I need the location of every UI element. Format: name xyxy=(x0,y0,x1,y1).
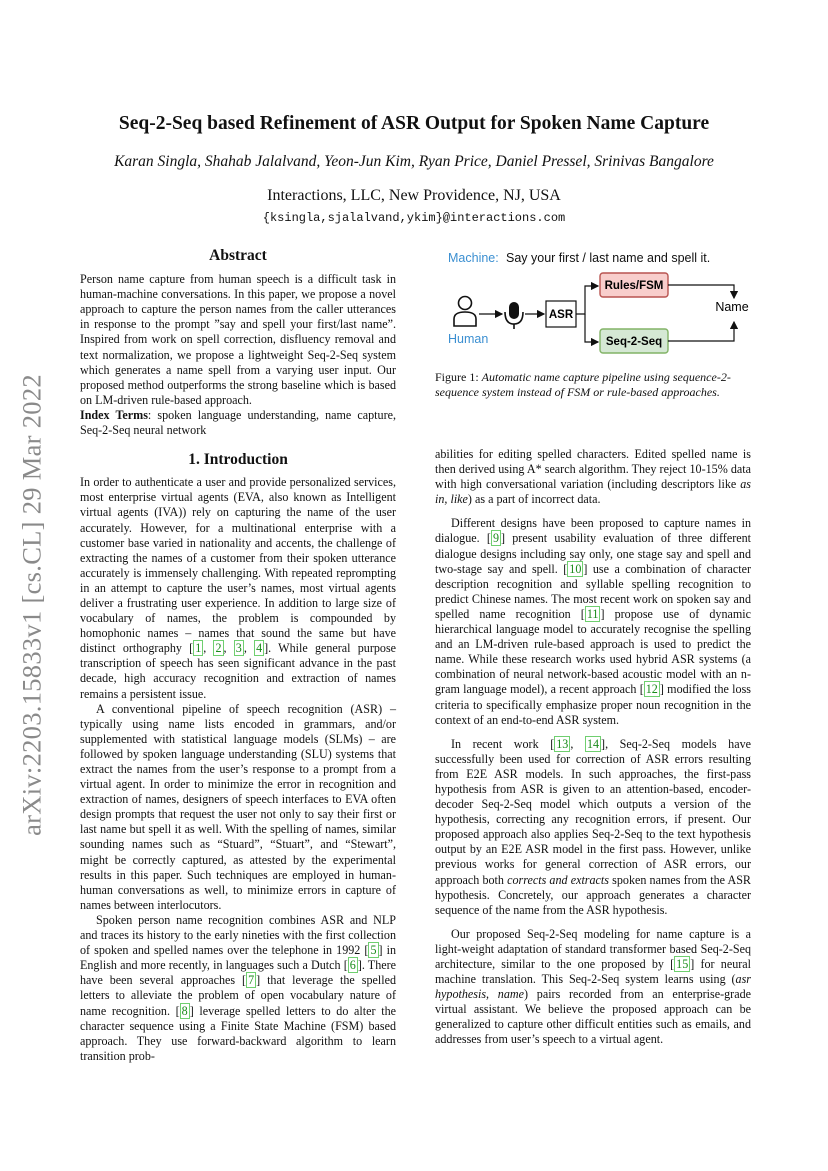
citation-link[interactable]: 4 xyxy=(256,641,263,656)
abstract-text: Person name capture from human speech is a difficult task in human-machine conversations. In this paper, we propose a novel approach to capture the person names from the caller utterances in response to the prompt ”say and spell your first/last name”. Inspired from work on spell correction, disfluency removal and text normalization, we propose a lightweight Seq-2-Seq system which generates a name spell from a varying user input. Our proposed method outperforms the strong baseline which is based on LM-driven rule-based approach. xyxy=(80,272,396,407)
intro-paragraph-3: Spoken person name recognition combines ASR and NLP and traces its history to the early nineties with the first collection of spoken and spelled names over the telephone in 1992 [ 5 ] in English and more recently, in languages such a Dutch [ 6 ]. There have been several approaches [ 7 ] that leverage the spelled letters to alleviate the problem of open vocabulary nature of name recognition. [ 8 ] leverage spelled letters to do alter the character sequence using a Finite State Machine (FSM) based approach. They use forward-backward algorithm to learn transition prob- xyxy=(80,912,397,1063)
intro-p3-text: leverage spelled letters to do alter the character sequence using a Finite State Machine (FSM) based approach. They use forward-backward algorithm to learn transition prob- xyxy=(80,1003,396,1063)
name-output-label: Name xyxy=(715,300,749,314)
citation-link[interactable]: 8 xyxy=(181,1003,188,1018)
email-address[interactable]: {ksingla,sjalalvand,ykim}@interactions.com xyxy=(262,211,566,225)
intro-p3-text: . There have been several approaches xyxy=(80,958,397,988)
intro-p3-text: that leverage the spelled letters to alleviate the problem of open vocabulary nature of name recognition. xyxy=(80,973,396,1018)
right-paragraph-3: In recent work [ 13 , 14 ], Seq-2-Seq models have successfully been used for correction of ASR errors resulting from E2E ASR models. In such approaches, the first-pass hypothesis from ASR is given to an attention-based, encoder-decoder Seq-2-Seq model which outputs a version of the hypothesis, correcting any recognition errors, if present. Our proposed approach also applies Seq-2-Seq to the text hypothesis output by an E2E ASR model in the first pass. However, unlike previous works for general correction of ASR errors, our approach both corrects and extracts spoken names from the ASR hypothesis. Concretely, our approach generates a character sequence of the name from the ASR hypothesis. xyxy=(435,736,751,917)
right-p2-text: use a combination of character description recognition and syllable spelling recognition to predict Chinese names. The most recent work on spoken say and spelled name recognition xyxy=(435,561,751,621)
right-p2-text: modified the loss criteria to specifically emphasize proper noun recognition in the context of an end-to-end ASR system. xyxy=(435,682,751,727)
right-paragraph-2: Different designs have been proposed to capture names in dialogue. [ 9 ] present usability evaluation of three different dialogue designs including say only, one stage say and spell and two-stage say and spell. [ 10 ] use a combination of character description recognition and syllable spelling recognition to predict Chinese names. The most recent work on spoken say and spelled name recognition [ 11 ] propose use of dynamic hierarchical language model to accurately recognise the spelling and an LM-driven rule-based approach is used to predict the name. While these research works used hybrid ASR systems (a combination of neural network-based acoustic model with an n-gram language model), a recent approach [ 12 ] modified the loss criteria to specifically emphasize proper noun recognition in the context of an end-to-end ASR system. xyxy=(435,516,751,727)
right-p1-text: abilities for editing spelled characters. Edited spelled name is then derived using A* search algorithm. They reject 10-15% data with high conversational variation (including descriptors like xyxy=(435,447,751,492)
intro-paragraph-1 xyxy=(80,475,396,701)
citation-link[interactable]: 12 xyxy=(645,682,658,697)
index-terms-text: : spoken language understanding, name capture, Seq-2-Seq neural network xyxy=(80,407,396,438)
abstract-heading: Abstract xyxy=(209,247,267,264)
right-p1-text: ) as a part of incorrect data. xyxy=(467,492,601,507)
right-p4-text: ) pairs recorded from an enterprise-grade virtual assistant. We believe the proposed approach can be generalized to capture other difficult entities such as emails, and addresses from user’s speech to a virtual agent. xyxy=(435,987,751,1047)
microphone-icon xyxy=(505,302,523,329)
right-p1-italic: as in, like xyxy=(435,477,751,507)
right-p4-text: for neural machine translation. This Seq-2-Seq system learns using ( xyxy=(435,957,751,987)
author-list: Karan Singla, Shahab Jalalvand, Yeon-Jun Kim, Ryan Price, Daniel Pressel, Srinivas Bangalore xyxy=(114,153,714,170)
intro-p1-end: . While general purpose transcription of speech has seen significant advance in the past decade, high accuracy recognition and extraction of names remains a persistent issue. xyxy=(80,641,397,701)
citation-group: [ 1 , 2 , 3 , 4 ] xyxy=(189,641,269,656)
pipeline-diagram xyxy=(432,248,758,358)
intro-p3-text: Spoken person name recognition combines ASR and NLP and traces its history to the early nineties with the first collection of spoken and spelled names over the telephone in 1992 xyxy=(80,912,396,958)
citation-link[interactable]: 3 xyxy=(235,641,242,656)
right-p4-italic: asr hypothesis, name xyxy=(435,972,751,1002)
citation-link[interactable]: 5 xyxy=(370,943,377,958)
intro-heading: 1. Introduction xyxy=(188,451,288,469)
left-column xyxy=(80,248,396,1064)
right-p2-text: propose use of dynamic hierarchical language model to accurately recognise the spelling and an LM-driven rule-based approach is used to predict the name. While these research works used hybrid ASR systems (a combination of neural network-based acoustic model with an n-gram language model), a recent approach xyxy=(435,606,751,697)
citation-link[interactable]: 7 xyxy=(248,973,255,988)
citation-link[interactable]: 15 xyxy=(676,957,689,971)
right-p3-text: , Seq-2-Seq models have successfully been used for correction of ASR errors resulting from E2E ASR models. In such approaches, the first-pass hypothesis from ASR is given to an attention-based, encoder-decoder Seq-2-Seq model which outputs a version of the hypothesis, correcting any recognition errors, if present. Our proposed approach also applies Seq-2-Seq to the text hypothesis output by an E2E ASR model in the first pass. However, unlike previous works for general correction of ASR errors, our approach both xyxy=(435,736,751,887)
human-label: Human xyxy=(448,332,489,346)
caption-prefix: Figure 1: xyxy=(435,370,479,384)
right-p4-text: Our proposed Seq-2-Seq modeling for name capture is a light-weight adaptation of standard transformer based Seq-2-Seq architecture, similar to the one proposed by xyxy=(435,926,751,971)
paper-title: Seq-2-Seq based Refinement of ASR Output for Spoken Name Capture xyxy=(118,113,710,134)
right-paragraph-4: Our proposed Seq-2-Seq modeling for name capture is a light-weight adaptation of standard transformer based Seq-2-Seq architecture, similar to the one proposed by [ 15 ] for neural machine translation. This Seq-2-Seq system learns using (asr hypothesis, name) pairs recorded from an enterprise-grade virtual assistant. We believe the proposed approach can be generalized to capture other difficult entities such as emails, and addresses from user’s speech to a virtual agent. xyxy=(435,926,751,1047)
index-terms-label: Index Terms xyxy=(80,407,148,422)
figure-1 xyxy=(432,248,758,358)
machine-prompt: Say your first / last name and spell it. xyxy=(506,251,711,265)
machine-label: Machine: xyxy=(448,251,499,265)
arxiv-stamp[interactable] xyxy=(15,365,49,845)
person-icon xyxy=(454,297,476,327)
citation-link[interactable]: 13 xyxy=(556,736,569,751)
citation-link[interactable]: 6 xyxy=(349,958,356,973)
citation-link[interactable]: 9 xyxy=(492,531,499,546)
citation-link[interactable]: 14 xyxy=(586,736,600,751)
right-p2-text: Different designs have been proposed to capture names in dialogue. xyxy=(435,516,751,546)
intro-p3-text: in English and more recently, in languages such a Dutch xyxy=(80,943,396,973)
affiliation: Interactions, LLC, New Providence, NJ, USA xyxy=(267,187,561,204)
right-p2-text: present usability evaluation of three different dialogue designs including say only, one stage say and spell and two-stage say and spell. xyxy=(435,531,751,576)
arxiv-id[interactable]: arXiv:2203.15833v1 [cs.CL] 29 Mar 2022 xyxy=(16,374,47,836)
right-p3-text: spoken names from the ASR hypothesis. Concretely, our approach generates a character sequence of the name from the ASR hypothesis. xyxy=(435,872,751,917)
right-p3-italic: corrects and extracts xyxy=(507,872,609,887)
citation-link[interactable]: 2 xyxy=(215,641,222,656)
citation-link[interactable]: 1 xyxy=(195,641,202,656)
citation-link[interactable]: 11 xyxy=(586,606,599,621)
right-p3-text: In recent work xyxy=(451,736,551,751)
figure-caption xyxy=(435,370,757,400)
index-terms xyxy=(80,408,396,438)
email-line[interactable] xyxy=(0,209,828,225)
right-paragraph-1 xyxy=(435,447,751,507)
right-column xyxy=(435,447,751,1048)
seq2seq-label: Seq-2-Seq xyxy=(605,336,663,348)
intro-p1-text: In order to authenticate a user and provide personalized services, most enterprise virtual agents (EVA, also known as Intelligent virtual agents (IVA)) rely on capturing the name of the user accurately. However, for a multinational enterprise with a customer base varied in nationality and accents, the challenge of extracting the names of a customer from their spoken utterance accurately is immensely challenging. With repeated reprompting in an attempt to capture the user’s names, most virtual agents deliver a frustrating user experience. In addition to large size of vocabulary of names, the problem is compounded by homophonic names – names that sound the same but have distinct orthography xyxy=(80,475,396,656)
intro-paragraph-2: A conventional pipeline of speech recognition (ASR) – typically using name lists encoded in grammars, and/or supplemented with statistical language models (SLMs) – are followed by spoken language understanding (SLU) systems that extract the names from the user’s response to a prompt from a virtual agent. In order to minimize the error in recognition and extraction of names, designers of speech interfaces to EVA often design prompts that request the user not only to say their first or last name but spell it as well. With the spelling of names, similar sounding names such as “Stuard”, “Stuart”, and “Stewart”, might be correctly captured, as attested by the experimental results in this paper. Such techniques are employed in human-human conversations as well, to minimize errors in capture of names between interlocutors. xyxy=(80,701,396,912)
rules-fsm-label: Rules/FSM xyxy=(604,280,664,292)
citation-link[interactable]: 10 xyxy=(569,561,582,576)
asr-label: ASR xyxy=(548,309,574,321)
caption-text: Automatic name capture pipeline using sequence-2-sequence system instead of FSM or rule-based approaches. xyxy=(435,370,731,399)
